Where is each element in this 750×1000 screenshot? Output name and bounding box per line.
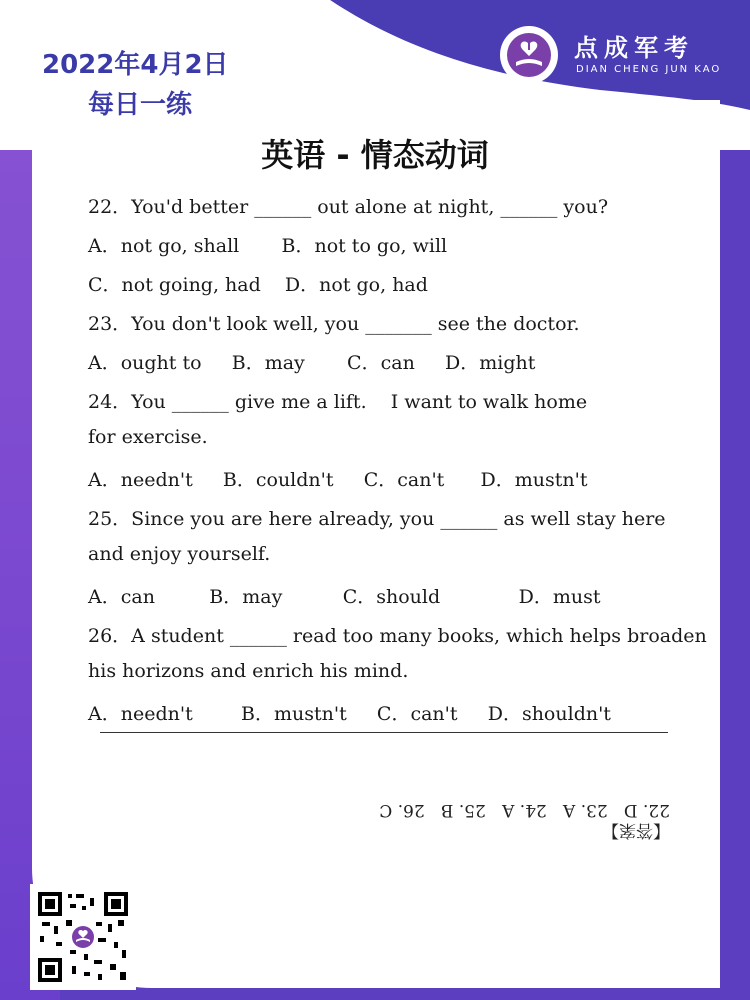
question-line: 22．You'd better ______ out alone at night, ______ you? [88, 196, 609, 218]
book-heart-icon [500, 26, 558, 84]
brand-logo [500, 24, 740, 84]
option-line: A．can B．may C．should D．must [88, 586, 601, 608]
option-line: C．not going, had D．not go, had [88, 274, 428, 296]
question-line: 26．A student ______ read too many books, which helps broaden [88, 625, 707, 647]
divider [100, 732, 668, 733]
page-title: 英语 - 情态动词 [261, 136, 489, 174]
answer-label: 【答案】 [602, 820, 670, 840]
answer-row: 22. D 23. A 24. A 25. B 26. C [379, 800, 670, 820]
daily-practice-label: 每日一练 [88, 90, 193, 120]
date-label: 2022年4月2日 [42, 50, 229, 80]
question-line: 24．You ______ give me a lift. I want to walk home [88, 391, 588, 413]
question-line: his horizons and enrich his mind. [88, 660, 409, 682]
option-line: A．ought to B．may C．can D．might [88, 352, 536, 374]
option-line: A．not go, shall B．not to go, will [88, 235, 448, 257]
brand-subtitle: DIAN CHENG JUN KAO [576, 64, 722, 75]
answer-key-upside-down [360, 800, 670, 855]
option-line: A．needn't B．couldn't C．can't D．mustn't [88, 469, 588, 491]
question-line: and enjoy yourself. [88, 543, 271, 565]
question-line: 25．Since you are here already, you ______ as well stay here [88, 508, 666, 530]
qr-code [30, 884, 136, 990]
question-line: 23．You don't look well, you _______ see the doctor. [88, 313, 580, 335]
brand-title: 点成军考 [574, 34, 694, 62]
option-line: A．needn't B．mustn't C．can't D．shouldn't [88, 703, 611, 725]
question-line: for exercise. [88, 426, 208, 448]
